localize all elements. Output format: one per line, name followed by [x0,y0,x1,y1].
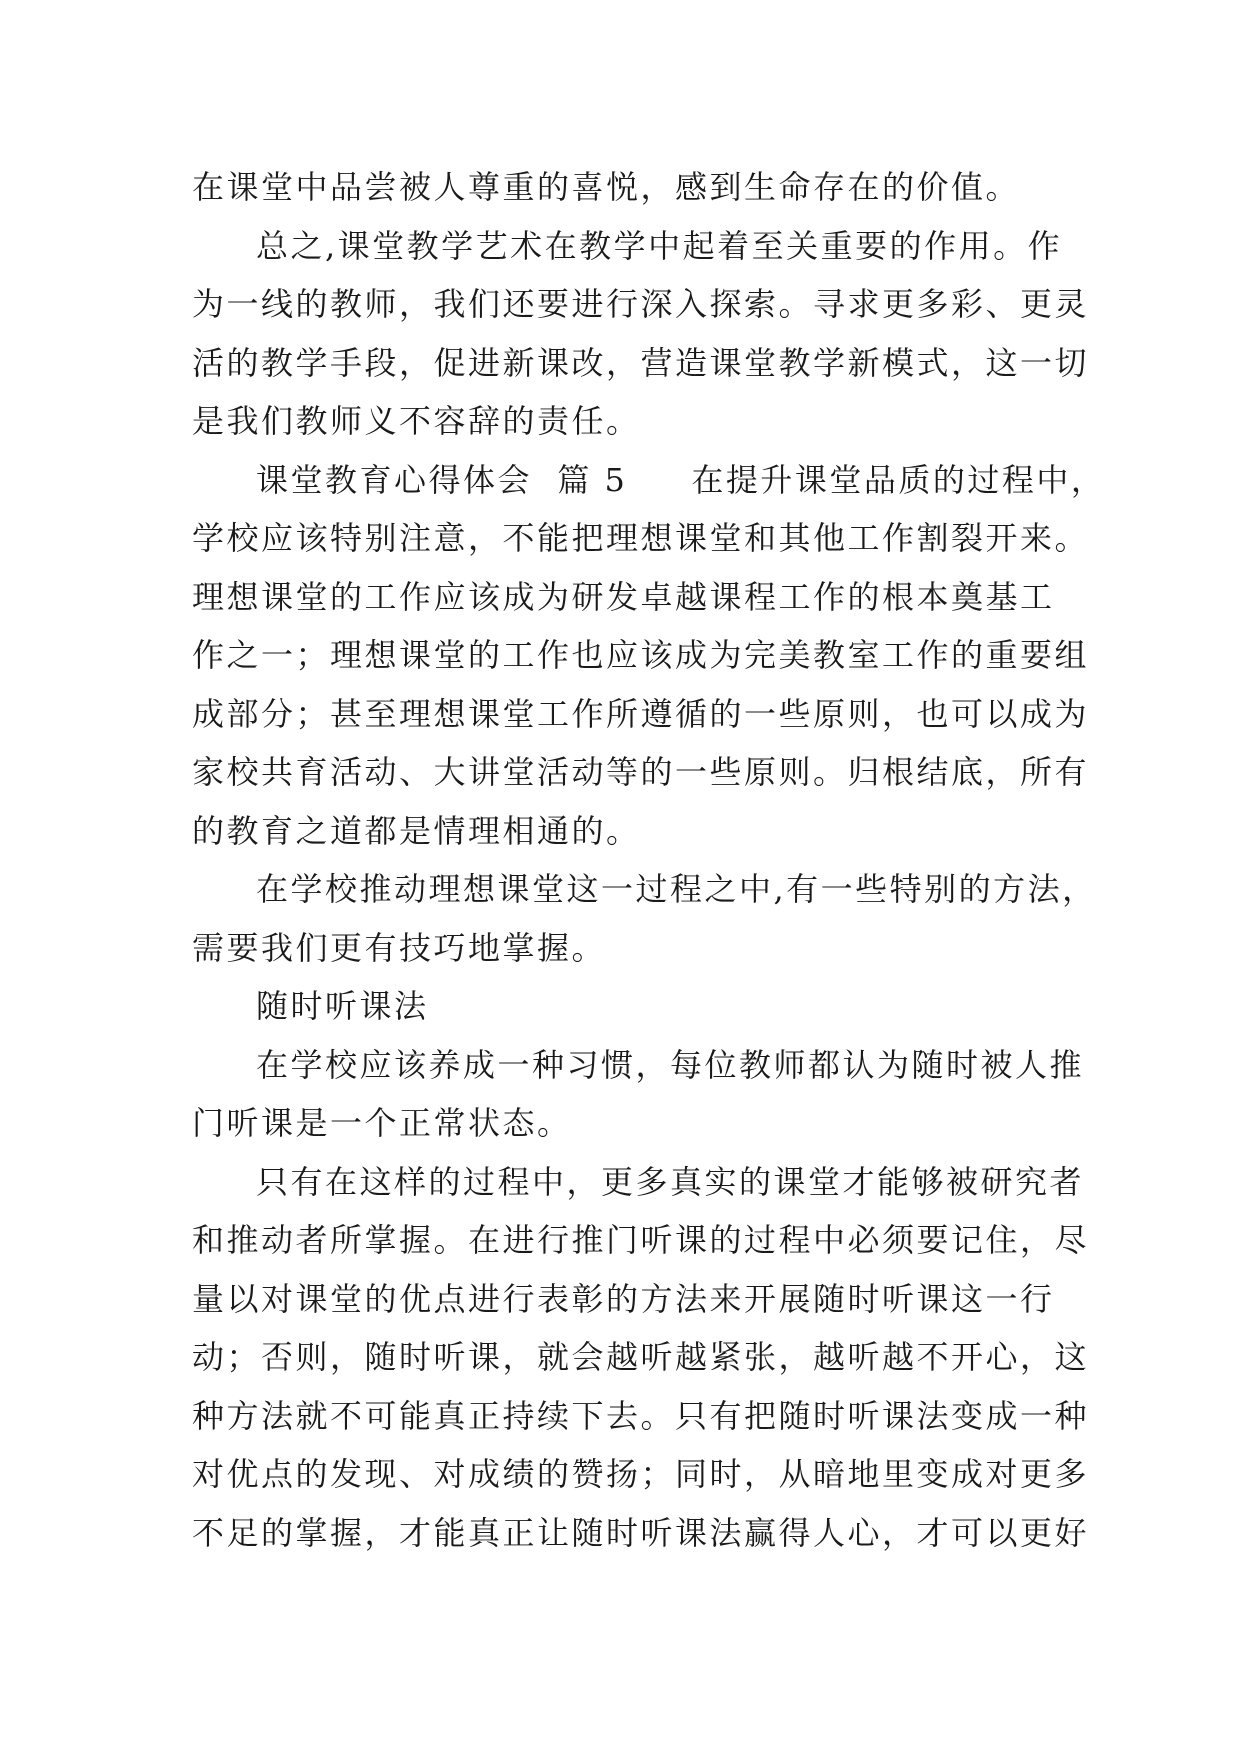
section-lead: 在提升课堂品质的过程中， [691,460,1106,499]
text-line: 学校应该特别注意，不能把理想课堂和其他工作割裂开来。 [192,519,1090,557]
text-line [192,1153,1085,1212]
paragraph-start: 在学校推动理想课堂这一过程之中,有一些特别的方法， [256,870,1097,908]
text-line: 需要我们更有技巧地掌握。 [192,928,607,967]
section-number: 篇 5 [557,460,628,499]
paragraph-start: 在学校应该养成一种习惯，每位教师都认为随时被人推 [256,1045,1085,1084]
text-line [192,1036,1085,1095]
text-line: 对优点的发现、对成绩的赞扬；同时，从暗地里变成对更多 [192,1455,1090,1493]
text-line [192,217,1063,276]
text-line: 的教育之道都是情理相通的。 [192,811,641,850]
subheading: 随时听课法 [256,987,429,1025]
text-line: 不足的掌握，才能真正让随时听课法赢得人心，才可以更好 [192,1513,1090,1552]
text-line: 作之一；理想课堂的工作也应该成为完美教室工作的重要组 [192,636,1090,674]
text-line: 理想课堂的工作应该成为研发卓越课程工作的根本奠基工 [192,577,1055,616]
text-line [192,860,1097,919]
text-line: 门听课是一个正常状态。 [192,1104,572,1142]
document-body [192,158,1106,1562]
paragraph-start: 总之,课堂教学艺术在教学中起着至关重要的作用。作 [256,226,1063,265]
section-heading: 课堂教育心得体会 [256,460,533,499]
text-line: 量以对课堂的优点进行表彰的方法来开展随时听课这一行 [192,1279,1055,1318]
text-line: 种方法就不可能真正持续下去。只有把随时听课法变成一种 [192,1396,1090,1435]
text-line: 动；否则，随时听课，就会越听越紧张，越听越不开心，这 [192,1338,1090,1376]
section-heading-line [192,451,1106,510]
paragraph-start: 只有在这样的过程中，更多真实的课堂才能够被研究者 [256,1162,1085,1201]
text-line: 在课堂中品尝被人尊重的喜悦，感到生命存在的价值。 [192,168,1021,206]
text-line: 是我们教师义不容辞的责任。 [192,402,641,440]
text-line: 和推动者所掌握。在进行推门听课的过程中必须要记住，尽 [192,1221,1090,1259]
text-line: 成部分；甚至理想课堂工作所遵循的一些原则，也可以成为 [192,694,1090,733]
text-line: 为一线的教师，我们还要进行深入探索。寻求更多彩、更灵 [192,285,1090,323]
subheading-line [192,977,1060,1036]
text-line: 家校共育活动、大讲堂活动等的一些原则。归根结底，所有 [192,753,1090,791]
text-line: 活的教学手段，促进新课改，营造课堂教学新模式，这一切 [192,343,1090,382]
